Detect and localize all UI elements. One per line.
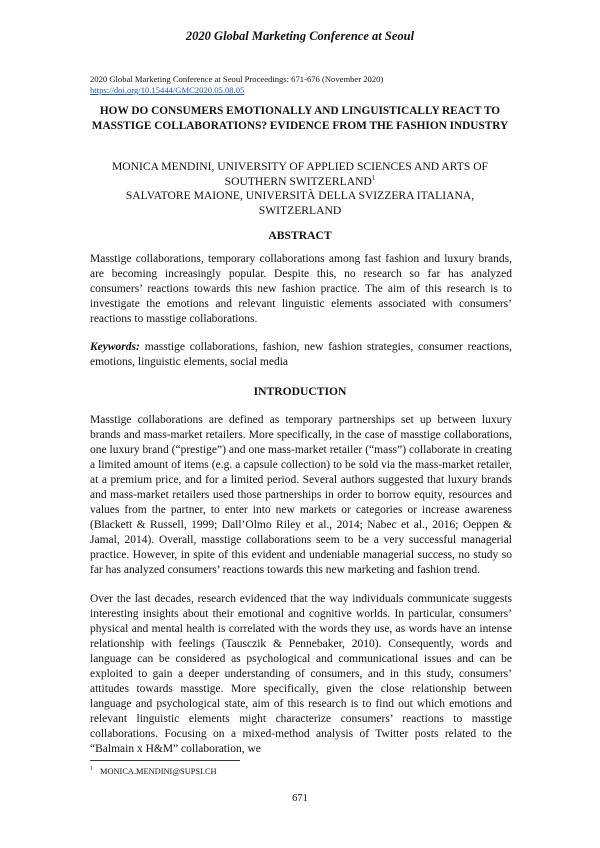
footnote-marker: 1: [90, 766, 93, 772]
author1-affiliation-line1: MONICA MENDINI, UNIVERSITY OF APPLIED SCIENCES AND ARTS OF: [111, 160, 489, 173]
keywords: [90, 340, 512, 370]
author2-affiliation-line2: SWITZERLAND: [258, 203, 342, 217]
proceedings-info: [90, 74, 520, 96]
author1-affiliation-text: SOUTHERN SWITZERLAND: [224, 174, 372, 188]
footnote-divider: [90, 760, 240, 761]
introduction-paragraph-2: Over the last decades, research evidenced that the way individuals communicate suggests interesting insights about their emotional and cognitive worlds. In particular, consumers’ physical and mental health is correlated with the words they use, as words have an intense relationship with feelings (Tausczik & Pennebaker, 2010). Consequently, words and language can be considered as psychological and communicational issues and can be exploited to gain a deeper understanding of consumers, and in this study, consumers’ attitudes towards masstige. More specifically, given the close relationship between language and psychological state, aim of this research is to find out which emotions and relevant linguistic elements might characterize consumers’ reactions to masstige collaborations. Focusing on a mixed-method analysis of Twitter posts related to the “Balmain x H&M” collaboration, we: [90, 593, 512, 755]
author-block: [88, 160, 512, 218]
running-head: 2020 Global Marketing Conference at Seoul: [185, 29, 415, 43]
author1-affiliation-line2: [88, 175, 512, 190]
footnote: [90, 766, 217, 776]
introduction-paragraph-1: Masstige collaborations are defined as temporary partnerships set up between luxury brands and mass-market retailers. More specifically, in the case of masstige collaborations, one luxury brand (“prestige”) and one mass-market retailer (“mass”) collaborate in creating a limited amount of items (e.g. a capsule collection) to be sold via the mass-market retailer, at a premium price, and for a limited period. Several authors suggested that luxury brands and mass-market retailers used those partnerships in order to borrow equity, resources and values from the partner, to enter into new markets or categories or increase awareness (Blackett & Russell, 1999; Dall’Olmo Riley et al., 2014; Nabec et al., 2016; Oeppen & Jamal, 2014). Overall, masstige collaborations seem to be a very successful managerial practice. However, in spite of this evident and undeniable managerial success, no study so far has analyzed consumers’ reactions towards this new marketing and fashion trend.: [90, 414, 512, 576]
introduction-heading: INTRODUCTION: [253, 385, 347, 398]
keywords-text: masstige collaborations, fashion, new fashion strategies, consumer reactions, emotions, linguistic elements, social media: [90, 341, 512, 368]
page-number: 671: [292, 793, 308, 804]
proceedings-citation: 2020 Global Marketing Conference at Seoul Proceedings: 671-676 (November 2020): [90, 74, 384, 84]
keywords-label: Keywords:: [90, 341, 140, 353]
abstract-heading: ABSTRACT: [268, 229, 332, 242]
author2-affiliation-line1: SALVATORE MAIONE, UNIVERSITÀ DELLA SVIZZERA ITALIANA,: [125, 189, 475, 202]
footnote-email: MONICA.MENDINI@SUPSI.CH: [100, 766, 217, 776]
abstract-text: Masstige collaborations, temporary collaborations among fast fashion and luxury brands, are becoming increasingly popular. Despite this, no research so far has analyzed consumers’ reactions towards this new fashion practice. The aim of this research is to investigate the emotions and relevant linguistic elements associated with consumers’ reactions to masstige collaborations.: [90, 253, 512, 325]
paper-title: HOW DO CONSUMERS EMOTIONALLY AND LINGUISTICALLY REACT TO MASSTIGE COLLABORATIONS? EVIDENCE FROM THE FASHION INDUSTRY: [91, 105, 509, 132]
doi-link[interactable]: https://doi.org/10.15444/GMC2020.05.08.05: [90, 85, 245, 95]
footnote-marker-ref: 1: [371, 173, 376, 182]
